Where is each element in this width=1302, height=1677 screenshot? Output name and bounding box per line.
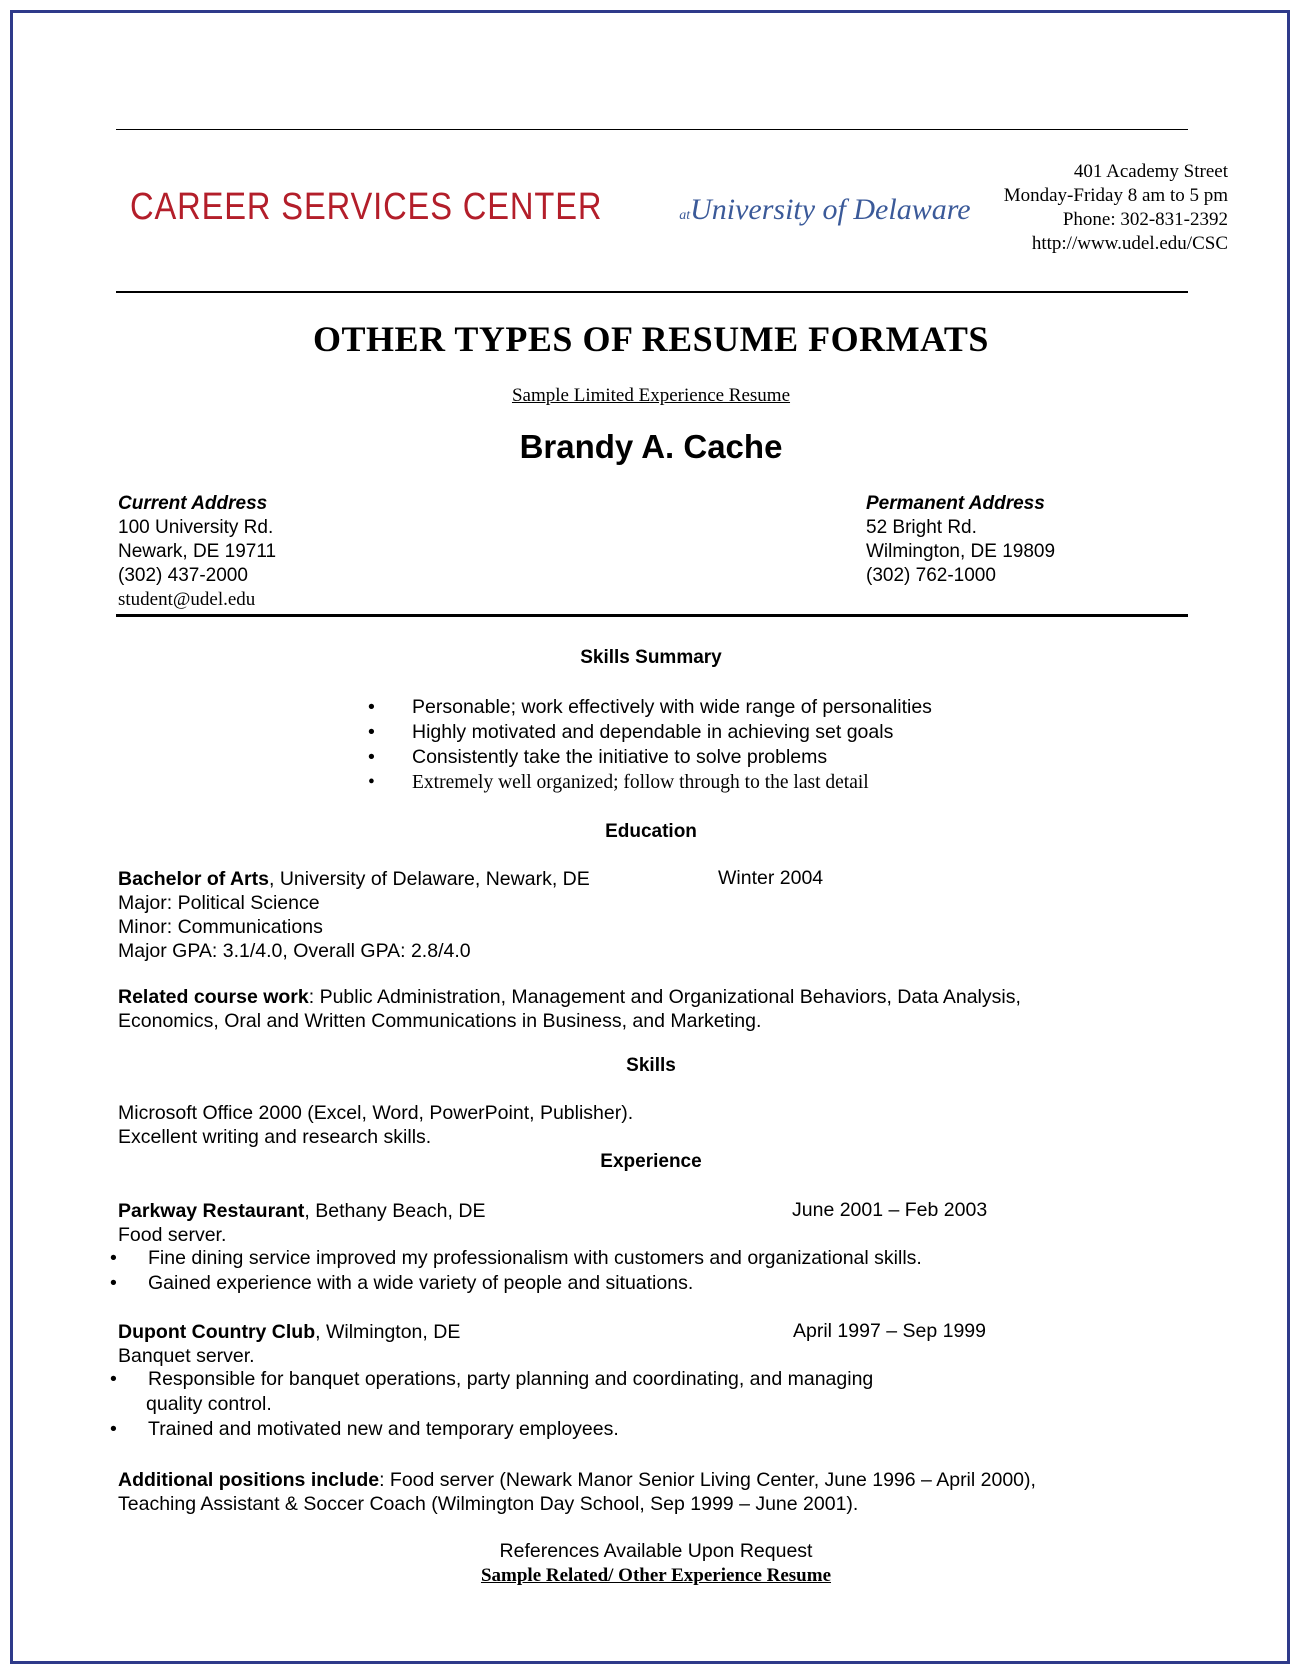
job-dupont-bullets [108, 1367, 873, 1442]
coursework-line1: : Public Administration, Management and Organizational Behaviors, Data Analysis, [308, 986, 1021, 1008]
logo-university-text: University of Delaware [690, 193, 971, 226]
additional-line2: Teaching Assistant & Soccer Coach (Wilmington Day School, Sep 1999 – June 2001). [118, 1493, 859, 1515]
education-major: Major: Political Science [118, 892, 320, 914]
job-role: Banquet server. [118, 1345, 255, 1367]
office-url: http://www.udel.edu/CSC [1031, 233, 1228, 254]
logo-main-text: CAREER SERVICES CENTER [130, 186, 603, 228]
skills-block [118, 1101, 633, 1149]
skills-summary-list [368, 695, 932, 795]
list-item: • Gained experience with a wide variety of people and situations. [108, 1271, 922, 1296]
references-note: References Available Upon Request [499, 1540, 813, 1562]
permanent-address-phone: (302) 762-1000 [866, 565, 996, 586]
list-item: • Personable; work effectively with wide range of personalities [368, 695, 932, 720]
current-address-phone: (302) 437-2000 [118, 565, 248, 586]
skills-heading: Skills [626, 1055, 676, 1076]
job-dates: April 1997 – Sep 1999 [793, 1320, 986, 1342]
current-address-line2: Newark, DE 19711 [118, 541, 277, 562]
sample-subtitle: Sample Limited Experience Resume [511, 385, 791, 406]
permanent-address [866, 492, 1055, 588]
job-location: , Wilmington, DE [315, 1321, 461, 1343]
experience-heading: Experience [600, 1151, 702, 1172]
additional-line1: : Food server (Newark Manor Senior Living Center, June 1996 – April 2000), [379, 1469, 1036, 1491]
list-item: • Extremely well organized; follow through to the last detail [368, 770, 932, 795]
career-services-logo [130, 186, 971, 229]
additional-positions [118, 1468, 1036, 1516]
education-gpa: Major GPA: 3.1/4.0, Overall GPA: 2.8/4.0 [118, 940, 471, 962]
list-item-continuation: quality control. [146, 1393, 272, 1415]
coursework-label: Related course work [118, 986, 309, 1008]
permanent-address-line1: 52 Bright Rd. [866, 517, 977, 538]
office-contact-info [1004, 160, 1228, 256]
address-divider [116, 614, 1188, 617]
list-item: • Fine dining service improved my professionalism with customers and organizational skills. [108, 1246, 922, 1271]
current-address-label: Current Address [118, 493, 268, 514]
candidate-name: Brandy A. Cache [519, 428, 783, 465]
job-role: Food server. [118, 1224, 227, 1246]
page-title: OTHER TYPES OF RESUME FORMATS [313, 319, 989, 359]
education-heading: Education [605, 821, 697, 842]
additional-label: Additional positions include [118, 1469, 380, 1491]
job-parkway [118, 1199, 485, 1247]
list-item: • Responsible for banquet operations, party planning and coordinating, and managing [108, 1367, 873, 1392]
list-item: • Trained and motivated new and temporary employees. [108, 1417, 873, 1442]
header-top-rule [116, 129, 1188, 130]
education-block [118, 867, 590, 963]
coursework-line2: Economics, Oral and Written Communications in Business, and Marketing. [118, 1010, 762, 1032]
coursework-block [118, 985, 1021, 1033]
education-minor: Minor: Communications [118, 916, 323, 938]
next-sample-title: Sample Related/ Other Experience Resume [480, 1565, 832, 1586]
job-parkway-bullets [108, 1246, 922, 1296]
permanent-address-line2: Wilmington, DE 19809 [866, 541, 1056, 562]
current-address-line1: 100 University Rd. [118, 517, 274, 538]
list-item: • Highly motivated and dependable in achieving set goals [368, 720, 932, 745]
degree-school: , University of Delaware, Newark, DE [268, 868, 590, 890]
skills-line2: Excellent writing and research skills. [118, 1126, 432, 1148]
skills-summary-heading: Skills Summary [580, 647, 722, 668]
degree-name: Bachelor of Arts [118, 868, 269, 890]
job-employer: Dupont Country Club [118, 1321, 316, 1343]
list-item: • Consistently take the initiative to solve problems [368, 745, 932, 770]
job-dates: June 2001 – Feb 2003 [792, 1199, 988, 1221]
current-address-email: student@udel.edu [118, 589, 256, 610]
permanent-address-label: Permanent Address [866, 493, 1045, 514]
job-location: , Bethany Beach, DE [304, 1200, 486, 1222]
office-phone: Phone: 302-831-2392 [1062, 209, 1228, 230]
current-address [118, 492, 276, 612]
logo-at-text: at [679, 208, 691, 223]
education-date: Winter 2004 [718, 867, 824, 889]
job-employer: Parkway Restaurant [118, 1200, 305, 1222]
office-hours: Monday-Friday 8 am to 5 pm [1003, 185, 1228, 206]
job-dupont [118, 1320, 460, 1368]
skills-line1: Microsoft Office 2000 (Excel, Word, PowerPoint, Publisher). [118, 1102, 634, 1124]
office-street: 401 Academy Street [1073, 161, 1228, 182]
header-bottom-rule [116, 291, 1188, 293]
